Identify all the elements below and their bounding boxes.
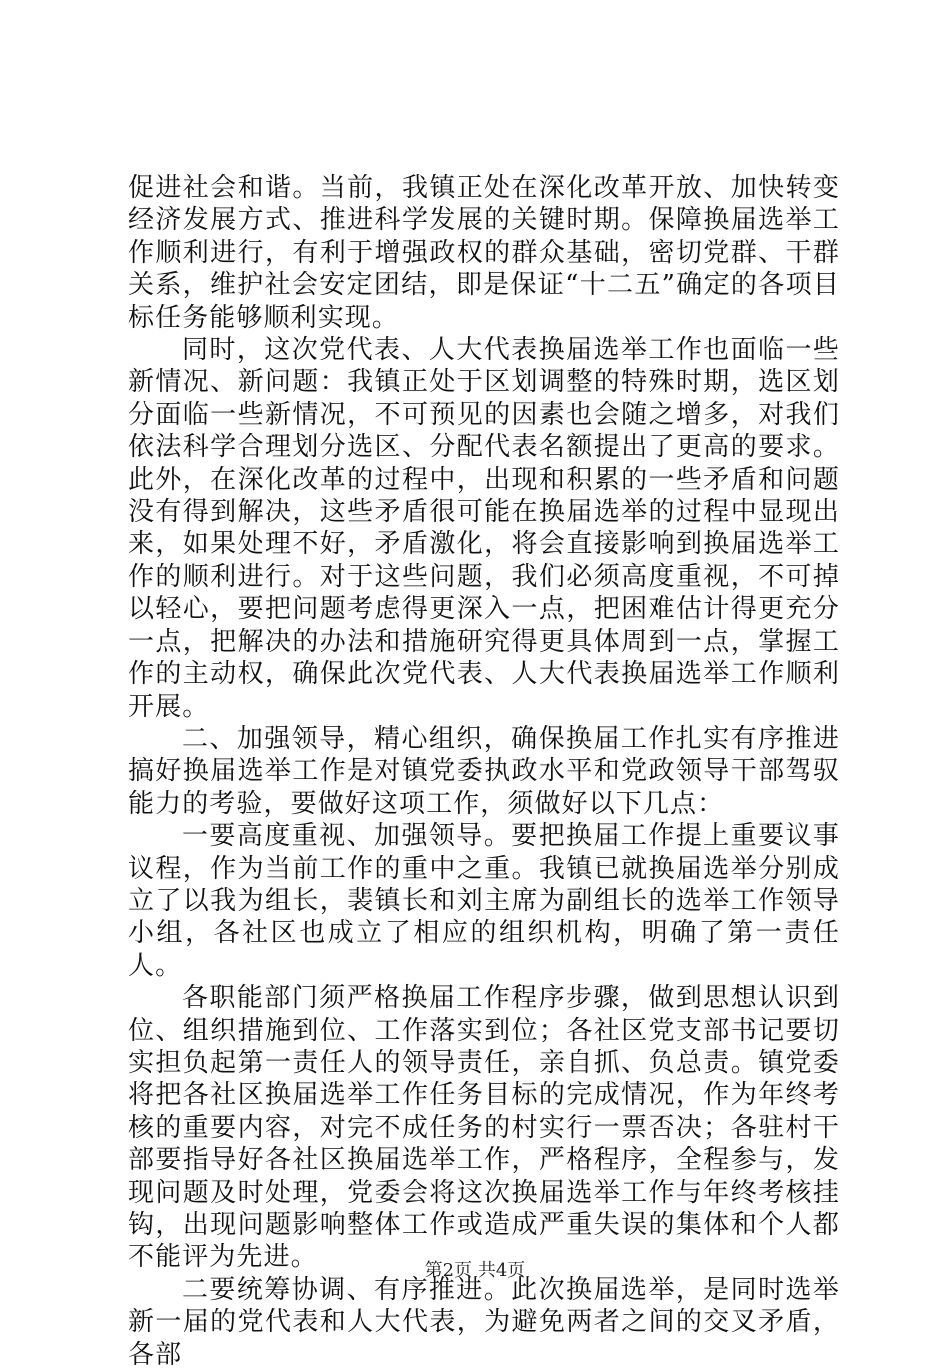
paragraph-6: 二要统筹协调、有序推进。此次换届选举，是同时选举新一届的党代表和人大代表，为避免两者之间的交叉矛盾，各部 [128,1274,840,1370]
paragraph-5: 各职能部门须严格换届工作程序步骤，做到思想认识到位、组织措施到位、工作落实到位；各社区党支部书记要切实担负起第一责任人的领导责任，亲自抓、负总责。镇党委将把各社区换届选举工作任务目标的完成情况，作为年终考核的重要内容，对完不成任务的村实行一票否决；各驻村干部要指导好各社区换届选举工作，严格程序，全程参与，发现问题及时处理，党委会将这次换届选举工作与年终考核挂钩，出现问题影响整体工作或造成严重失误的集体和个人都不能评为先进。 [128,983,840,1273]
document-body [128,172,840,1371]
paragraph-4: 一要高度重视、加强领导。要把换届工作提上重要议事议程，作为当前工作的重中之重。我镇已就换届选举分别成立了以我为组长，裴镇长和刘主席为副组长的选举工作领导小组，各社区也成立了相应的组织机构，明确了第一责任人。 [128,821,840,981]
page-footer: 第2页 共4页 [424,1260,526,1281]
paragraph-2: 同时，这次党代表、人大代表换届选举工作也面临一些新情况、新问题：我镇正处于区划调整的特殊时期，选区划分面临一些新情况，不可预见的因素也会随之增多，对我们依法科学合理划分选区、分配代表名额提出了更高的要求。此外，在深化改革的过程中，出现和积累的一些矛盾和问题没有得到解决，这些矛盾很可能在换届选举的过程中显现出来，如果处理不好，矛盾激化，将会直接影响到换届选举工作的顺利进行。对于这些问题，我们必须高度重视，不可掉以轻心，要把问题考虑得更深入一点，把困难估计得更充分一点，把解决的办法和措施研究得更具体周到一点，掌握工作的主动权，确保此次党代表、人大代表换届选举工作顺利开展。 [128,335,840,722]
paragraph-3: 二、加强领导，精心组织，确保换届工作扎实有序推进搞好换届选举工作是对镇党委执政水平和党政领导干部驾驭能力的考验，要做好这项工作，须做好以下几点： [128,723,840,819]
paragraph-1: 促进社会和谐。当前，我镇正处在深化改革开放、加快转变经济发展方式、推进科学发展的关键时期。保障换届选举工作顺利进行，有利于增强政权的群众基础，密切党群、干群关系，维护社会安定团结，即是保证“十二五”确定的各项目标任务能够顺利实现。 [128,173,840,333]
